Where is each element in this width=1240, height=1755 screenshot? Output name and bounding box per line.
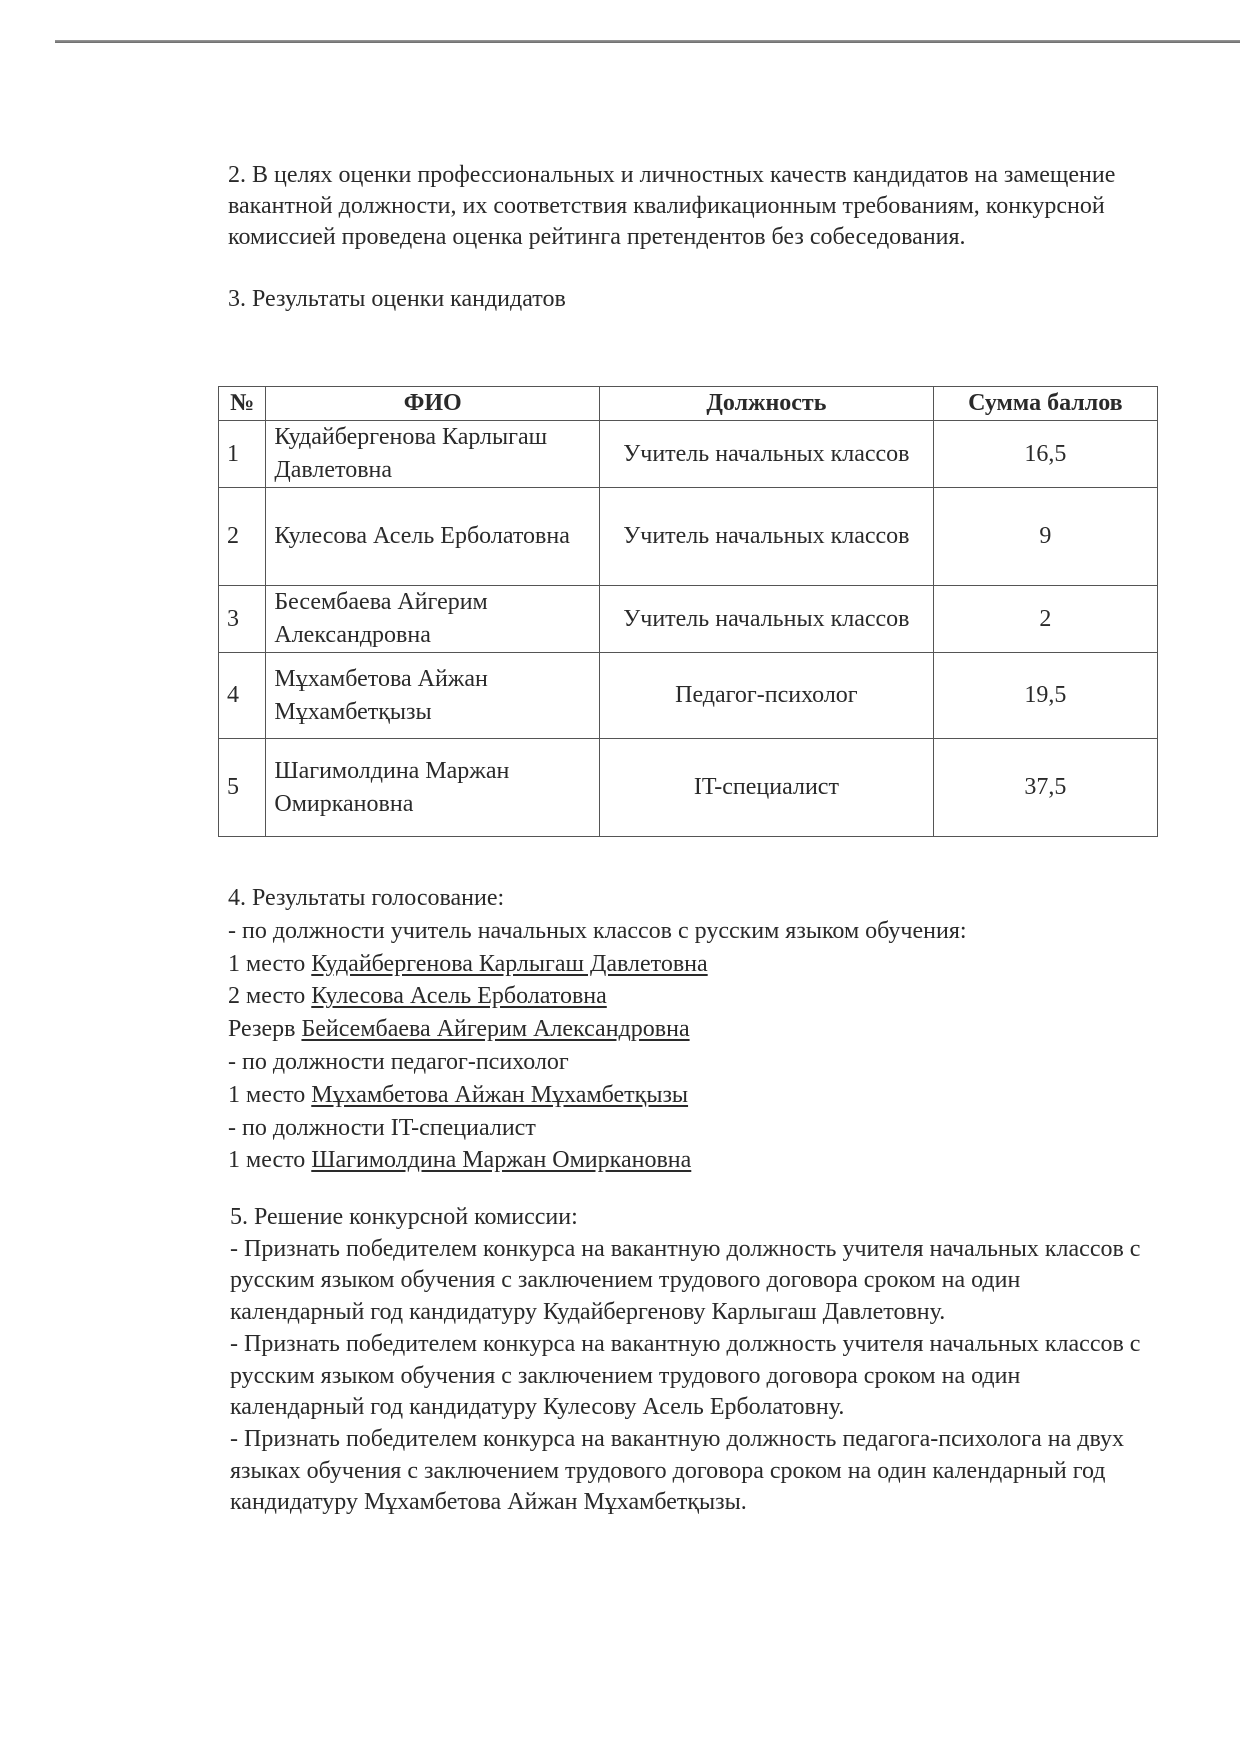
winner-name: Мұхамбетова Айжан Мұхамбетқызы: [311, 1081, 689, 1108]
commission-decision-section: [230, 1202, 1150, 1519]
voting-teacher-place-2: [228, 980, 1148, 1013]
decision-item: - Признать победителем конкурса на вакантную должность учителя начальных классов с русским языком обучения с заключением трудового договора сроком на один календарный год кандидатуру Кулесову Асель Ерболатовну.: [230, 1330, 1141, 1421]
table-header-row: [219, 387, 1158, 421]
winner-name: Кудайбергенова Карлыгаш Давлетовна: [311, 950, 708, 977]
reserve-label: Резерв: [228, 1016, 296, 1043]
scan-top-rule: [55, 40, 1240, 43]
voting-teacher-heading: - по должности учитель начальных классов с русским языком обучения:: [228, 917, 967, 944]
header-score: Сумма баллов: [933, 387, 1157, 421]
candidate-position: Учитель начальных классов: [600, 586, 934, 653]
candidates-results-table: [218, 386, 1158, 837]
candidate-score: 2: [933, 586, 1157, 653]
table-row: [219, 488, 1158, 586]
candidate-position: Педагог-психолог: [600, 653, 934, 739]
section-3-title: 3. Результаты оценки кандидатов: [228, 286, 566, 312]
candidate-name: Шагимолдина Маржан Омиркановна: [266, 739, 600, 837]
candidate-name: Кулесова Асель Ерболатовна: [266, 488, 600, 586]
candidate-position: Учитель начальных классов: [600, 421, 934, 488]
row-number: 5: [219, 739, 266, 837]
voting-teacher-reserve: [228, 1013, 1148, 1046]
decision-item: - Признать победителем конкурса на вакантную должность учителя начальных классов с русским языком обучения с заключением трудового договора сроком на один календарный год кандидатуру Кудайбергенову Карлыгаш Давлетовну.: [230, 1235, 1141, 1326]
voting-psych-heading: - по должности педагог-психолог: [228, 1048, 569, 1075]
candidate-name: Кудайбергенова Карлыгаш Давлетовна: [266, 421, 600, 488]
winner-name: Кулесова Асель Ерболатовна: [311, 983, 607, 1010]
candidate-position: IT-специалист: [600, 739, 934, 837]
header-name: ФИО: [266, 387, 600, 421]
candidate-position: Учитель начальных классов: [600, 488, 934, 586]
row-number: 4: [219, 653, 266, 739]
voting-title: 4. Результаты голосование:: [228, 885, 505, 911]
table-row: [219, 653, 1158, 739]
voting-it-heading: - по должности IT-специалист: [228, 1114, 536, 1141]
row-number: 2: [219, 488, 266, 586]
header-position: Должность: [600, 387, 934, 421]
table-row: [219, 586, 1158, 653]
winner-name: Шагимолдина Маржан Омиркановна: [311, 1147, 692, 1174]
candidate-score: 19,5: [933, 653, 1157, 739]
candidate-score: 9: [933, 488, 1157, 586]
header-number: №: [219, 387, 266, 421]
reserve-name: Бейсембаева Айгерим Александровна: [301, 1016, 690, 1043]
table-row: [219, 421, 1158, 488]
table-row: [219, 739, 1158, 837]
row-number: 3: [219, 586, 266, 653]
place-label: 1 место: [228, 1081, 306, 1108]
voting-teacher-place-1: [228, 948, 1148, 981]
decision-item: - Признать победителем конкурса на вакантную должность педагога-психолога на двух языках обучения с заключением трудового договора сроком на один календарный год кандидатуру Мұхамбетова Айжан Мұхамбетқызы.: [230, 1425, 1125, 1516]
voting-it-place-1: [228, 1144, 1148, 1177]
intro-paragraph: 2. В целях оценки профессиональных и личностных качеств кандидатов на замещение вакантной должности, их соответствия квалификационным требованиям, конкурсной комиссией проведена оценка рейтинга претендентов без собеседования.: [228, 162, 1116, 250]
place-label: 2 место: [228, 983, 306, 1010]
decision-title: 5. Решение конкурсной комиссии:: [230, 1204, 578, 1230]
row-number: 1: [219, 421, 266, 488]
voting-results-section: [228, 882, 1148, 1177]
place-label: 1 место: [228, 950, 306, 977]
candidate-name: Бесембаева Айгерим Александровна: [266, 586, 600, 653]
candidate-score: 16,5: [933, 421, 1157, 488]
candidate-name: Мұхамбетова Айжан Мұхамбетқызы: [266, 653, 600, 739]
candidate-score: 37,5: [933, 739, 1157, 837]
document-page: [226, 160, 1146, 315]
voting-psych-place-1: [228, 1079, 1148, 1112]
place-label: 1 место: [228, 1147, 306, 1174]
